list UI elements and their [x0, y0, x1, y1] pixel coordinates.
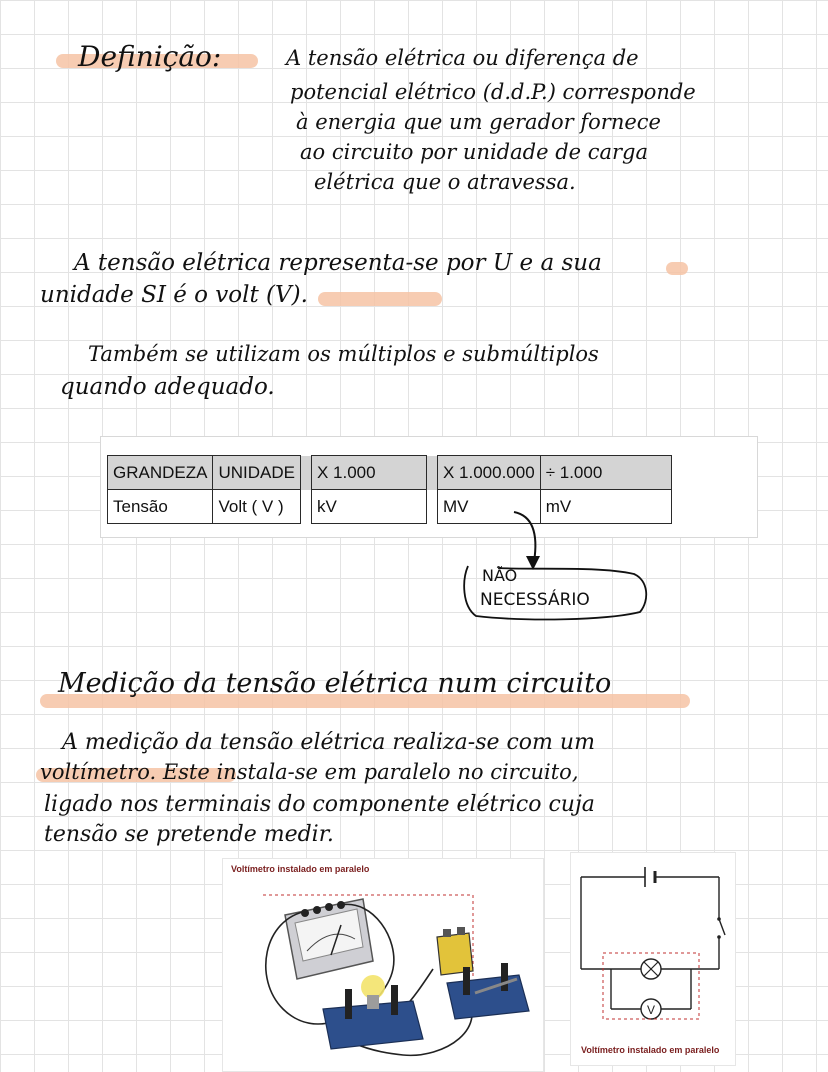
- cell-mv-upper: MV: [437, 490, 540, 524]
- definition-line-5: elétrica que o atravessa.: [314, 170, 576, 194]
- units-table-image: [100, 436, 758, 538]
- multiples-line-1: Também se utilizam os múltiplos e submúltiplos: [88, 342, 599, 366]
- unit-line-1: A tensão elétrica representa-se por U e a sua: [74, 250, 602, 276]
- units-table: [107, 455, 672, 524]
- cell-kv: kV: [311, 490, 426, 524]
- bulb-board: [323, 975, 423, 1049]
- multiples-line-2: quando adequado.: [60, 374, 275, 400]
- photo-illustration: [223, 859, 543, 1071]
- cell-mv-lower: mV: [540, 490, 671, 524]
- definition-line-2: potencial elétrico (d.d.P.) corresponde: [290, 80, 696, 104]
- definition-line-3: à energia que um gerador fornece: [296, 110, 661, 134]
- switch-symbol: [719, 919, 725, 935]
- unit-line-2: unidade SI é o volt (V).: [40, 282, 308, 308]
- diagram-caption: Voltímetro instalado em paralelo: [581, 1045, 720, 1055]
- definition-line-1: A tensão elétrica ou diferença de: [286, 46, 639, 70]
- definition-heading: Definição:: [78, 40, 222, 73]
- voltmeter-letter: V: [646, 1003, 656, 1017]
- cell-volt: Volt ( V ): [213, 490, 301, 524]
- measurement-line-1: A medição da tensão elétrica realiza-se com um: [62, 730, 595, 755]
- circuit-diagram-figure: [570, 852, 736, 1066]
- voltmeter-device: [285, 899, 373, 979]
- table-header-row: [108, 456, 672, 490]
- volt-highlight: [318, 292, 442, 306]
- measurement-line-4: tensão se pretende medir.: [44, 822, 334, 847]
- lamp-symbol: [641, 959, 661, 979]
- photo-caption: Voltímetro instalado em paralelo: [231, 864, 370, 874]
- measurement-line-2: voltímetro. Este instala-se em paralelo no circuito,: [40, 760, 579, 784]
- annotation-line-1: NÃO: [482, 566, 518, 585]
- nao-necessario-annotation: [458, 560, 650, 622]
- measurement-line-3: ligado nos terminais do componente elétrico cuja: [44, 792, 595, 817]
- header-grandeza: GRANDEZA: [108, 456, 213, 490]
- u-highlight: [666, 262, 688, 275]
- section-title: Medição da tensão elétrica num circuito: [58, 668, 612, 699]
- table-row: [108, 490, 672, 524]
- voltmeter-photo-figure: [222, 858, 544, 1072]
- header-x1000000: X 1.000.000: [437, 456, 540, 490]
- annotation-line-2: NECESSÁRIO: [480, 590, 590, 610]
- header-div1000: ÷ 1.000: [540, 456, 671, 490]
- header-x1000: X 1.000: [311, 456, 426, 490]
- circuit-diagram: [571, 853, 735, 1065]
- header-unidade: UNIDADE: [213, 456, 301, 490]
- definition-line-4: ao circuito por unidade de carga: [300, 140, 649, 164]
- cell-tensao: Tensão: [108, 490, 213, 524]
